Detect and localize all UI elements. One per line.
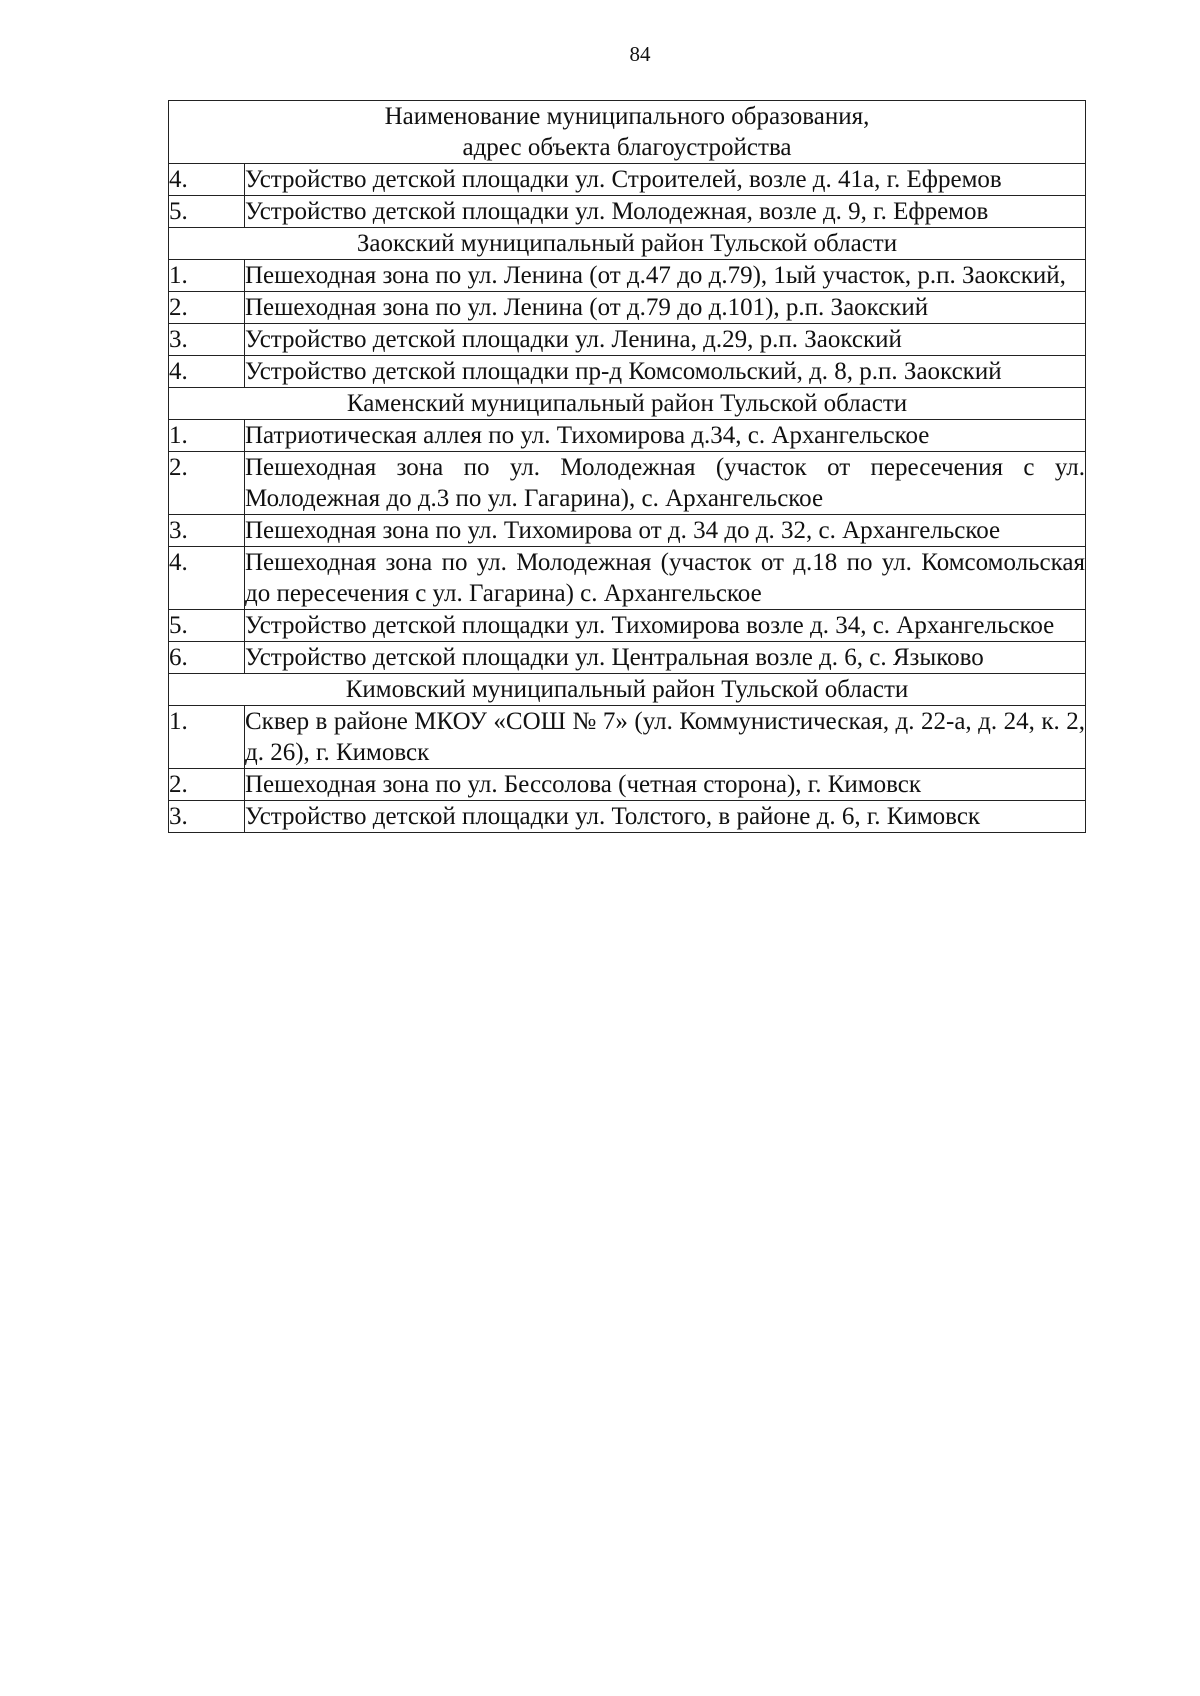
row-text: Сквер в районе МКОУ «СОШ № 7» (ул. Коммунистическая, д. 22-а, д. 24, к. 2, д. 26), г. Кимовск [245, 706, 1086, 769]
row-text: Пешеходная зона по ул. Молодежная (участок от д.18 по ул. Комсомольская до пересечения с ул. Гагарина) с. Архангельское [245, 547, 1086, 610]
table-row [169, 610, 1086, 642]
row-text: Устройство детской площадки ул. Толстого, в районе д. 6, г. Кимовск [245, 801, 1086, 833]
row-number: 3. [169, 324, 245, 356]
row-number: 2. [169, 452, 245, 515]
row-number: 3. [169, 515, 245, 547]
section-row [169, 674, 1086, 706]
section-title: Кимовский муниципальный район Тульской области [169, 674, 1086, 706]
table-row [169, 801, 1086, 833]
row-text: Пешеходная зона по ул. Ленина (от д.79 до д.101), р.п. Заокский [245, 292, 1086, 324]
row-number: 3. [169, 801, 245, 833]
row-number: 5. [169, 610, 245, 642]
table-row [169, 292, 1086, 324]
table-row [169, 164, 1086, 196]
row-number: 1. [169, 260, 245, 292]
row-text: Устройство детской площадки ул. Строителей, возле д. 41а, г. Ефремов [245, 164, 1086, 196]
table-row [169, 260, 1086, 292]
table-row [169, 356, 1086, 388]
row-number: 2. [169, 292, 245, 324]
row-text: Устройство детской площадки ул. Тихомирова возле д. 34, с. Архангельское [245, 610, 1086, 642]
section-title: Заокский муниципальный район Тульской области [169, 228, 1086, 260]
section-row [169, 388, 1086, 420]
table-row [169, 324, 1086, 356]
table-row [169, 452, 1086, 515]
table-row [169, 642, 1086, 674]
table-header-row [169, 101, 1086, 164]
table-row [169, 420, 1086, 452]
row-text: Устройство детской площадки ул. Молодежная, возле д. 9, г. Ефремов [245, 196, 1086, 228]
row-number: 2. [169, 769, 245, 801]
row-text: Устройство детской площадки ул. Центральная возле д. 6, с. Языково [245, 642, 1086, 674]
row-text: Пешеходная зона по ул. Бессолова (четная сторона), г. Кимовск [245, 769, 1086, 801]
objects-table [168, 100, 1086, 833]
row-text: Пешеходная зона по ул. Тихомирова от д. 34 до д. 32, с. Архангельское [245, 515, 1086, 547]
header-line-1: Наименование муниципального образования, [384, 103, 870, 130]
row-number: 6. [169, 642, 245, 674]
table-row [169, 547, 1086, 610]
row-number: 5. [169, 196, 245, 228]
page-number: 84 [629, 42, 651, 66]
row-text: Пешеходная зона по ул. Молодежная (участок от пересечения с ул. Молодежная до д.3 по ул. Гагарина), с. Архангельское [245, 452, 1086, 515]
table-row [169, 706, 1086, 769]
table-row [169, 515, 1086, 547]
row-text: Патриотическая аллея по ул. Тихомирова д.34, с. Архангельское [245, 420, 1086, 452]
row-number: 4. [169, 356, 245, 388]
row-text: Устройство детской площадки ул. Ленина, д.29, р.п. Заокский [245, 324, 1086, 356]
section-title: Каменский муниципальный район Тульской области [169, 388, 1086, 420]
table-header-cell [169, 101, 1086, 164]
row-number: 1. [169, 706, 245, 769]
row-number: 1. [169, 420, 245, 452]
row-text: Устройство детской площадки пр-д Комсомольский, д. 8, р.п. Заокский [245, 356, 1086, 388]
table-row [169, 196, 1086, 228]
row-number: 4. [169, 547, 245, 610]
section-row [169, 228, 1086, 260]
table-row [169, 769, 1086, 801]
row-text: Пешеходная зона по ул. Ленина (от д.47 до д.79), 1ый участок, р.п. Заокский, [245, 260, 1086, 292]
header-line-2: адрес объекта благоустройства [462, 134, 792, 161]
row-number: 4. [169, 164, 245, 196]
